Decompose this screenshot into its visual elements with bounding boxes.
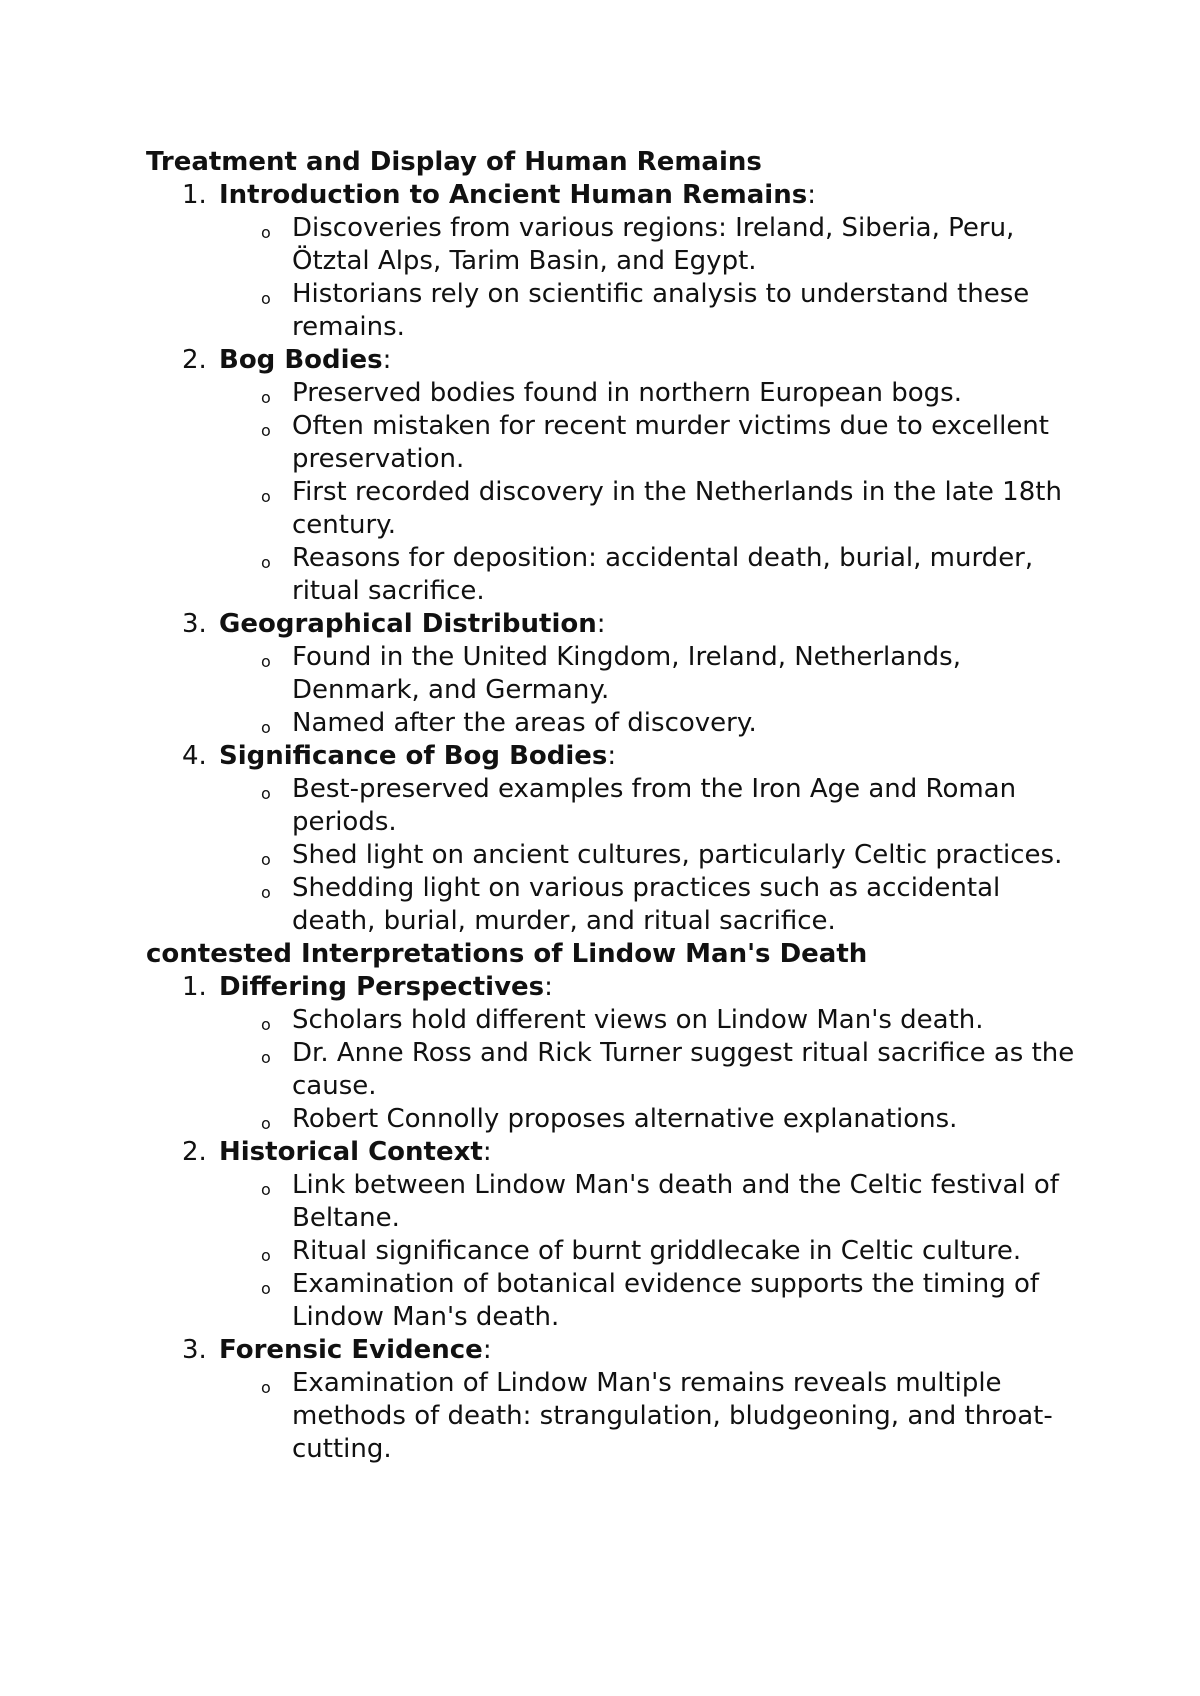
bullet-text: Examination of Lindow Man's remains reveals multiple methods of death: strangulation, bludgeoning, and throat-cutting. bbox=[292, 1368, 1053, 1464]
bullet-glyph-icon: o bbox=[261, 223, 271, 242]
bullet-glyph-icon: o bbox=[261, 850, 271, 869]
bullet-glyph-icon: o bbox=[261, 388, 271, 407]
item-label: Significance of Bog Bodies bbox=[219, 741, 608, 771]
bullet-item bbox=[219, 773, 1076, 839]
numbered-item bbox=[146, 344, 1076, 608]
numbered-item bbox=[146, 608, 1076, 740]
item-heading bbox=[219, 740, 1076, 773]
item-label: Historical Context bbox=[219, 1137, 483, 1167]
item-heading bbox=[219, 179, 1076, 212]
bullet-text: Best-preserved examples from the Iron Age and Roman periods. bbox=[292, 774, 1017, 837]
bullet-text: Reasons for deposition: accidental death, burial, murder, ritual sacrifice. bbox=[292, 543, 1034, 606]
bullet-item bbox=[219, 278, 1076, 344]
item-label: Introduction to Ancient Human Remains bbox=[219, 180, 808, 210]
section-2 bbox=[146, 938, 1076, 1466]
bullet-item bbox=[219, 476, 1076, 542]
bullet-text: Historians rely on scientific analysis to understand these remains. bbox=[292, 279, 1030, 342]
bullet-glyph-icon: o bbox=[261, 784, 271, 803]
bullet-list bbox=[219, 1367, 1076, 1466]
bullet-text: Often mistaken for recent murder victims due to excellent preservation. bbox=[292, 411, 1049, 474]
bullet-glyph-icon: o bbox=[261, 289, 271, 308]
bullet-text: Found in the United Kingdom, Ireland, Netherlands, Denmark, and Germany. bbox=[292, 642, 961, 705]
item-suffix: : bbox=[482, 1335, 492, 1365]
bullet-glyph-icon: o bbox=[261, 1279, 271, 1298]
numbered-list bbox=[146, 971, 1076, 1466]
bullet-glyph-icon: o bbox=[261, 1015, 271, 1034]
item-heading bbox=[219, 344, 1076, 377]
item-suffix: : bbox=[807, 180, 816, 210]
item-heading bbox=[219, 1136, 1076, 1169]
bullet-list bbox=[219, 377, 1076, 608]
item-number: 3. bbox=[182, 1335, 207, 1365]
section-1 bbox=[146, 146, 1076, 938]
bullet-text: Shedding light on various practices such as accidental death, burial, murder, and ritual sacrifice. bbox=[292, 873, 1001, 936]
bullet-item bbox=[219, 1037, 1076, 1103]
numbered-item bbox=[146, 179, 1076, 344]
item-number: 1. bbox=[182, 180, 207, 210]
bullet-text: Preserved bodies found in northern European bogs. bbox=[292, 378, 962, 408]
bullet-item bbox=[219, 872, 1076, 938]
bullet-glyph-icon: o bbox=[261, 487, 271, 506]
bullet-list bbox=[219, 212, 1076, 344]
bullet-glyph-icon: o bbox=[261, 1378, 271, 1397]
item-suffix: : bbox=[544, 972, 553, 1002]
item-number: 2. bbox=[182, 345, 207, 375]
numbered-item bbox=[146, 1136, 1076, 1334]
bullet-text: Named after the areas of discovery. bbox=[292, 708, 757, 738]
numbered-item bbox=[146, 1334, 1076, 1466]
bullet-glyph-icon: o bbox=[261, 883, 271, 902]
numbered-item bbox=[146, 971, 1076, 1136]
bullet-item bbox=[219, 410, 1076, 476]
bullet-glyph-icon: o bbox=[261, 652, 271, 671]
item-label: Bog Bodies bbox=[219, 345, 383, 375]
bullet-item bbox=[219, 542, 1076, 608]
bullet-item bbox=[219, 1103, 1076, 1136]
bullet-text: Shed light on ancient cultures, particularly Celtic practices. bbox=[292, 840, 1063, 870]
bullet-item bbox=[219, 1268, 1076, 1334]
item-heading bbox=[219, 971, 1076, 1004]
item-number: 2. bbox=[182, 1137, 207, 1167]
bullet-glyph-icon: o bbox=[261, 718, 271, 737]
bullet-glyph-icon: o bbox=[261, 1180, 271, 1199]
bullet-item bbox=[219, 641, 1076, 707]
item-heading bbox=[219, 608, 1076, 641]
numbered-list bbox=[146, 179, 1076, 938]
bullet-text: Scholars hold different views on Lindow Man's death. bbox=[292, 1005, 984, 1035]
bullet-text: Discoveries from various regions: Ireland, Siberia, Peru, Ötztal Alps, Tarim Basin, and Egypt. bbox=[292, 213, 1015, 276]
bullet-text: Robert Connolly proposes alternative explanations. bbox=[292, 1104, 958, 1134]
item-label: Differing Perspectives bbox=[219, 972, 545, 1002]
item-suffix: : bbox=[596, 609, 606, 639]
bullet-list bbox=[219, 773, 1076, 938]
numbered-item bbox=[146, 740, 1076, 938]
bullet-item bbox=[219, 377, 1076, 410]
bullet-glyph-icon: o bbox=[261, 1048, 271, 1067]
bullet-item bbox=[219, 1004, 1076, 1037]
bullet-item bbox=[219, 839, 1076, 872]
item-heading bbox=[219, 1334, 1076, 1367]
bullet-item bbox=[219, 212, 1076, 278]
bullet-glyph-icon: o bbox=[261, 421, 271, 440]
section-heading: Treatment and Display of Human Remains bbox=[146, 147, 762, 177]
bullet-list bbox=[219, 641, 1076, 740]
item-suffix: : bbox=[382, 345, 392, 375]
bullet-glyph-icon: o bbox=[261, 1246, 271, 1265]
item-number: 3. bbox=[182, 609, 207, 639]
bullet-item bbox=[219, 707, 1076, 740]
bullet-list bbox=[219, 1169, 1076, 1334]
bullet-item bbox=[219, 1169, 1076, 1235]
item-number: 4. bbox=[182, 741, 207, 771]
item-suffix: : bbox=[607, 741, 617, 771]
item-label: Geographical Distribution bbox=[219, 609, 597, 639]
bullet-text: Ritual significance of burnt griddlecake in Celtic culture. bbox=[292, 1236, 1022, 1266]
item-number: 1. bbox=[182, 972, 207, 1002]
bullet-list bbox=[219, 1004, 1076, 1136]
section-heading: contested Interpretations of Lindow Man's Death bbox=[146, 939, 868, 969]
bullet-text: Examination of botanical evidence supports the timing of Lindow Man's death. bbox=[292, 1269, 1040, 1332]
bullet-item bbox=[219, 1367, 1076, 1466]
bullet-text: Link between Lindow Man's death and the Celtic festival of Beltane. bbox=[292, 1170, 1059, 1233]
bullet-text: Dr. Anne Ross and Rick Turner suggest ritual sacrifice as the cause. bbox=[292, 1038, 1075, 1101]
item-label: Forensic Evidence bbox=[219, 1335, 483, 1365]
bullet-glyph-icon: o bbox=[261, 553, 271, 572]
bullet-item bbox=[219, 1235, 1076, 1268]
item-suffix: : bbox=[482, 1137, 492, 1167]
bullet-text: First recorded discovery in the Netherlands in the late 18th century. bbox=[292, 477, 1062, 540]
document-page bbox=[146, 146, 1076, 1466]
bullet-glyph-icon: o bbox=[261, 1114, 271, 1133]
